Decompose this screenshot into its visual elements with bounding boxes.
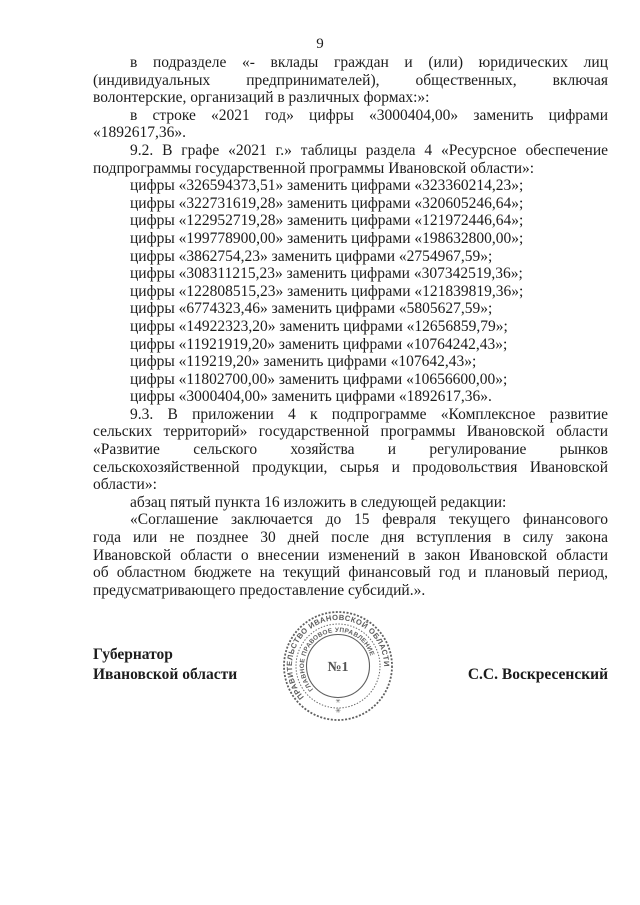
- document-line: «Соглашение заключается до 15 февраля текущего финансового: [130, 511, 608, 529]
- document-line: цифры «3862754,23» заменить цифрами «2754967,59»;: [130, 247, 493, 265]
- document-line: цифры «6774323,46» заменить цифрами «5805627,59»;: [130, 300, 493, 318]
- document-line: цифры «322731619,28» заменить цифрами «320605246,64»;: [130, 194, 524, 212]
- document-line: цифры «14922323,20» заменить цифрами «12656859,79»;: [130, 317, 508, 335]
- document-line: «Развитие сельского хозяйства и регулирование рынков: [93, 441, 608, 459]
- legal-department-stamp-icon: [276, 604, 400, 728]
- document-body: [93, 54, 608, 599]
- document-line: об областном бюджете на текущий финансовый год и плановый период,: [93, 564, 608, 582]
- document-line: цифры «199778900,00» заменить цифрами «198632800,00»;: [130, 229, 524, 247]
- stamp-separator-inner-icon: ✳: [335, 699, 341, 705]
- governor-title-line-1: Губернатор: [93, 646, 173, 663]
- document-line: в строке «2021 год» цифры «3000404,00» заменить цифрами: [130, 106, 608, 124]
- governor-title-line-2: Ивановской области: [93, 665, 238, 683]
- document-line: «1892617,36».: [93, 124, 186, 142]
- document-line: цифры «119219,20» заменить цифрами «107642,43»;: [130, 353, 477, 371]
- document-line: цифры «122952719,28» заменить цифрами «121972446,64»;: [130, 212, 524, 230]
- document-line: подпрограммы государственной программы Ивановской области»:: [93, 159, 535, 177]
- document-line: цифры «308311215,23» заменить цифрами «307342519,36»;: [130, 265, 523, 283]
- stamp-outer-ring-text: ПРАВИТЕЛЬСТВО ИВАНОВСКОЙ ОБЛАСТИ: [284, 612, 392, 702]
- document-line: цифры «3000404,00» заменить цифрами «1892617,36».: [130, 388, 492, 406]
- document-line: области»:: [93, 476, 157, 494]
- document-line: цифры «11921919,20» заменить цифрами «10764242,43»;: [130, 335, 508, 353]
- document-line: 9.3. В приложении 4 к подпрограмме «Комплексное развитие: [130, 405, 608, 423]
- document-line: (индивидуальных предпринимателей), общественных, включая: [93, 71, 608, 89]
- document-line: абзац пятый пункта 16 изложить в следующей редакции:: [130, 493, 507, 511]
- document-line: волонтерские, организаций в различных формах:»:: [93, 89, 430, 107]
- document-line: цифры «11802700,00» заменить цифрами «10656600,00»;: [130, 370, 508, 388]
- document-line: сельскохозяйственной продукции, сырья и продовольствия Ивановской: [93, 458, 608, 476]
- document-line: 9.2. В графе «2021 г.» таблицы раздела 4 «Ресурсное обеспечение: [130, 141, 608, 159]
- document-line: в подразделе «- вклады граждан и (или) юридических лиц: [130, 54, 608, 71]
- governor-name: С.С. Воскресенский: [467, 665, 608, 683]
- document-line: Ивановской области о внесении изменений в закон Ивановской области: [93, 546, 608, 564]
- document-line: года или не позднее 30 дней после дня вступления в силу закона: [93, 529, 608, 547]
- document-line: цифры «122808515,23» заменить цифрами «121839819,36»;: [130, 282, 524, 300]
- document-line: предусматривающего предоставление субсидий.».: [93, 581, 426, 599]
- governor-title: [93, 645, 237, 684]
- stamp-separator-outer-icon: ✳: [335, 707, 341, 715]
- document-line: цифры «326594373,51» заменить цифрами «323360214,23»;: [130, 177, 524, 195]
- document-line: сельских территорий» государственной программы Ивановской области: [93, 423, 608, 441]
- page-number: 9: [316, 36, 324, 52]
- stamp-center-number: №1: [327, 660, 349, 675]
- stamp-inner-ring-text: ГЛАВНОЕ ПРАВОВОЕ УПРАВЛЕНИЕ: [298, 626, 376, 693]
